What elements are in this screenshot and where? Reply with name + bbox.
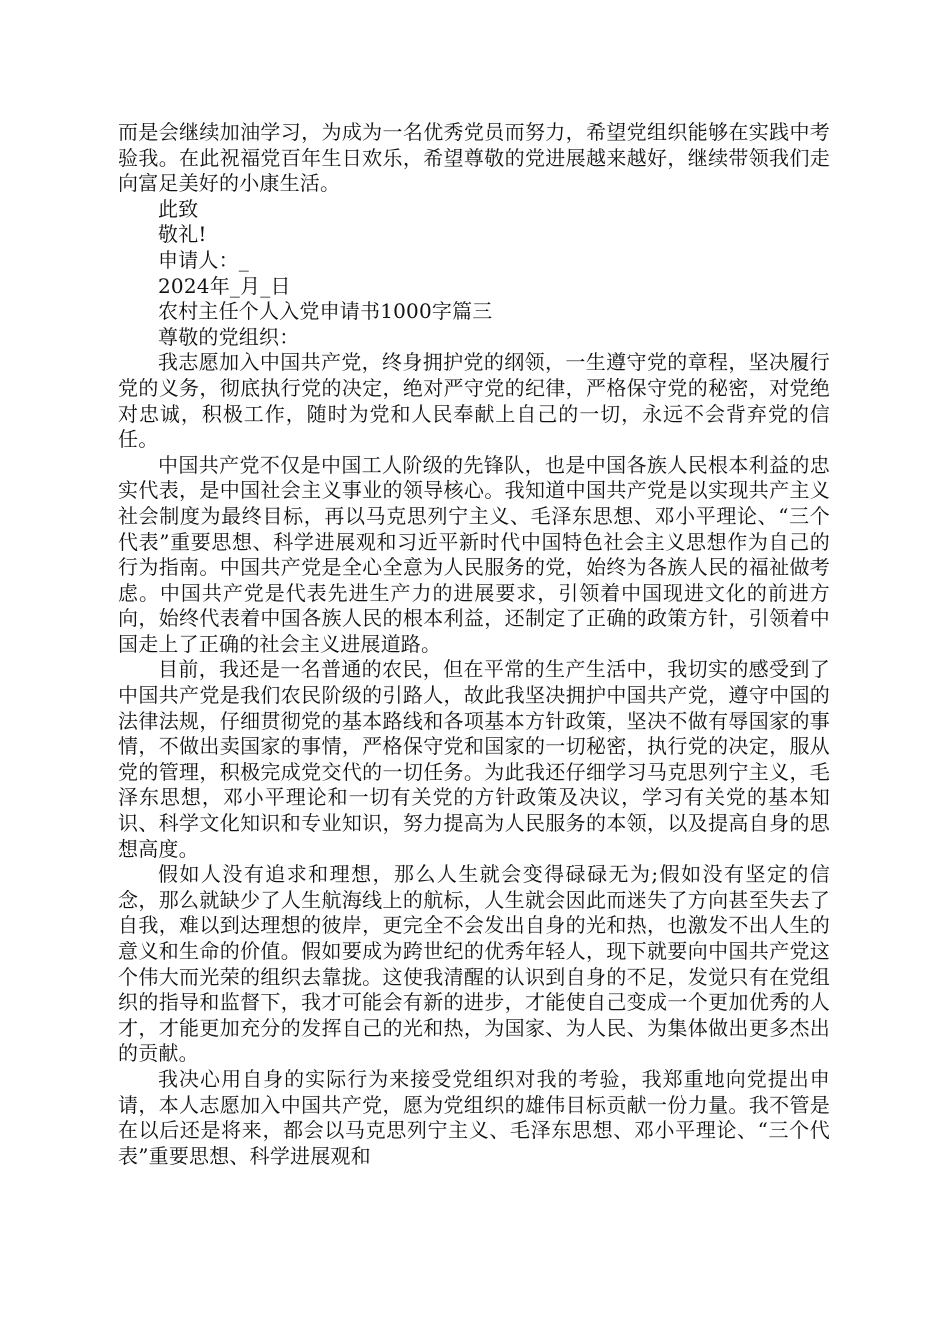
salutation-line-1: 此致 xyxy=(158,196,199,221)
applicant-line: 申请人：_ xyxy=(158,247,249,272)
closing-paragraph: 而是会继续加油学习，为成为一名优秀党员而努力，希望党组织能够在实践中考验我。在此祝福党百年生日欢乐，希望尊敬的党进展越来越好，继续带领我们走向富足美好的小康生活。 xyxy=(118,120,830,196)
greeting-line: 尊敬的党组织： xyxy=(158,324,300,349)
salutation-line-2: 敬礼! xyxy=(158,222,207,247)
section-title: 农村主任个人入党申请书1000字篇三 xyxy=(158,299,493,324)
body-paragraph: 中国共产党不仅是中国工人阶级的先锋队，也是中国各族人民根本利益的忠实代表，是中国社会主义事业的领导核心。我知道中国共产党是以实现共产主义社会制度为最终目标，再以马克思列宁主义、毛泽东思想、邓小平理论、“三个代表”重要思想、科学进展观和习近平新时代中国特色社会主义思想作为自己的行为指南。中国共产党是全心全意为人民服务的党，始终为各族人民的福祉做考虑。中国共产党是代表先进生产力的进展要求，引领着中国现进文化的前进方向，始终代表着中国各族人民的根本利益，还制定了正确的政策方针，引领着中国走上了正确的社会主义进展道路。 xyxy=(118,452,830,656)
body-paragraph: 假如人没有追求和理想，那么人生就会变得碌碌无为;假如没有坚定的信念，那么就缺少了人生航海线上的航标，人生就会因此而迷失了方向甚至失去了自我，难以到达理想的彼岸，更完全不会发出自身的光和热，也激发不出人生的意义和生命的价值。假如要成为跨世纪的优秀年轻人，现下就要向中国共产党这个伟大而光荣的组织去靠拢。这使我清醒的认识到自身的不足，发觉只有在党组织的指导和监督下，我才可能会有新的进步，才能使自己变成一个更加优秀的人才，才能更加充分的发挥自己的光和热，为国家、为人民、为集体做出更多杰出的贡献。 xyxy=(118,862,830,1066)
date-line: 2024年_月_日 xyxy=(158,273,291,298)
body-paragraph: 目前，我还是一名普通的农民，但在平常的生产生活中，我切实的感受到了中国共产党是我们农民阶级的引路人，故此我坚决拥护中国共产党，遵守中国的法律法规，仔细贯彻党的基本路线和各项基本方针政策，坚决不做有辱国家的事情，不做出卖国家的事情，严格保守党和国家的一切秘密，执行党的决定，服从党的管理，积极完成党交代的一切任务。为此我还仔细学习马克思列宁主义，毛泽东思想，邓小平理论和一切有关党的方针政策及决议，学习有关党的基本知识、科学文化知识和专业知识，努力提高为人民服务的本领，以及提高自身的思想高度。 xyxy=(118,657,830,861)
body-paragraph: 我决心用自身的实际行为来接受党组织对我的考验，我郑重地向党提出申请，本人志愿加入中国共产党，愿为党组织的雄伟目标贡献一份力量。我不管是在以后还是将来，都会以马克思列宁主义、毛泽东思想、邓小平理论、“三个代表”重要思想、科学进展观和 xyxy=(118,1066,830,1168)
document-page xyxy=(118,120,830,1169)
body-paragraph: 我志愿加入中国共产党，终身拥护党的纲领，一生遵守党的章程，坚决履行党的义务，彻底执行党的决定，绝对严守党的纪律，严格保守党的秘密，对党绝对忠诚，积极工作，随时为党和人民奉献上自己的一切，永远不会背弃党的信任。 xyxy=(118,350,830,452)
